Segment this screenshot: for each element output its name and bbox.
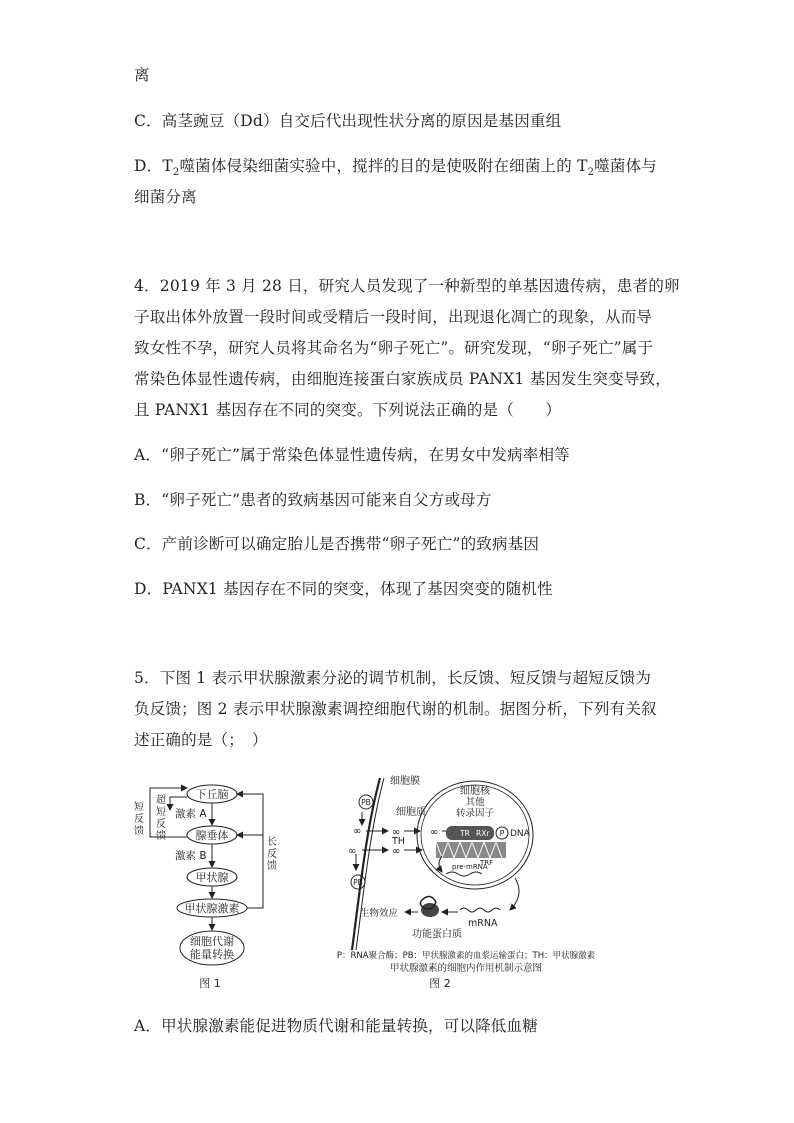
figure-2 [337,774,596,990]
q4-stem-line-2: 子取出体外放置一段时间或受精后一段时间，出现退化凋亡的现象，从而导 [134,308,653,326]
q4-stem-line-1: 4．2019 年 3 月 28 日，研究人员发现了一种新型的单基因遗传病，患者的卵 [134,277,680,295]
q3-line-continue: 离 [134,66,150,84]
figure-2-legend: P：RNA聚合酶；PB：甲状腺激素的血浆运输蛋白；TH：甲状腺激素 [336,951,596,961]
q4-option-d: D．PANX1 基因存在不同的突变，体现了基因突变的随机性 [134,580,553,598]
ultra-short-2: 短 [156,807,166,818]
tr-label: TR [460,829,470,838]
func-protein-label: 功能蛋白质 [412,929,462,940]
q4-stem-line-4: 常染色体显性遗传病，由细胞连接蛋白家族成员 PANX1 基因发生突变导致， [134,370,671,388]
hormone-a-label: 激素 A [175,808,207,820]
pb-label-bottom: PB [353,878,363,887]
other-tf-label-1: 其他 [465,797,485,808]
q5-stem-line-3: 述正确的是（； ） [134,731,268,749]
th-symbol-2: ∞ [392,827,401,838]
th-symbol-4: ∞ [392,846,401,857]
nucleus-label: 细胞核 [460,786,490,797]
ultra-short-3: 反 [156,819,166,830]
q4-stem-line-5: 且 PANX1 基因存在不同的突变。下列说法正确的是（ ） [134,401,562,419]
q5-stem-line-2: 负反馈；图 2 表示甲状腺激素调控细胞代谢的机制。据图分析，下列有关叙 [134,700,657,718]
node-metabolism-label-2: 能量转换 [190,948,234,961]
pre-mrna-strand [446,872,482,876]
trf-label: TRF [480,859,494,867]
short-3: 馈 [134,826,144,837]
node-thyroid-hormone-label: 甲状腺激素 [184,902,240,915]
figure-1-caption: 图 1 [199,977,221,990]
membrane-label: 细胞膜 [390,776,420,787]
q3-option-d-line2: 细菌分离 [134,188,197,206]
q5-option-a: A．甲状腺激素能促进物质代谢和能量转换，可以降低血糖 [134,1017,538,1035]
bio-effect-label: 生物效应 [360,908,399,919]
ultra-short-1: 超 [156,795,166,806]
mrna-label: mRNA [468,918,498,929]
q5-stem-line-1: 5．下图 1 表示甲状腺激素分泌的调节机制，长反馈、短反馈与超短反馈为 [134,669,652,687]
ribosome [421,903,439,917]
q4-stem-line-3: 致女性不孕，研究人员将其命名为“卵子死亡”。研究发现，“卵子死亡”属于 [134,339,654,357]
rxr-label: RXr [476,829,490,838]
hormone-b-label: 激素 B [175,850,207,862]
th-label: TH [392,836,405,847]
q4-option-b: B．“卵子死亡”患者的致病基因可能来自父方或母方 [134,491,492,509]
node-hypothalamus-label: 下丘脑 [195,788,229,801]
node-thyroid-label: 甲状腺 [195,871,229,884]
cytoplasm-label: 细胞质 [396,807,426,818]
th-symbol-3: ∞ [348,846,357,857]
pb-label-top: PB [361,798,371,807]
long-1: 长 [267,837,277,848]
pre-mrna-label: pre-mRNA [452,863,488,871]
q3-option-c: C．高茎豌豆（Dd）自交后代出现性状分离的原因是基因重组 [134,112,562,130]
q4-option-c: C．产前诊断可以确定胎儿是否携带“卵子死亡”的致病基因 [134,535,540,553]
q5-figures [130,770,670,1000]
long-2: 反 [267,849,277,860]
node-metabolism-label-1: 细胞代谢 [190,935,234,948]
figure-1 [134,785,277,990]
other-tf-label-2: 转录因子 [455,808,495,819]
ultra-short-4: 馈 [156,831,166,842]
th-in-nucleus: ∞ [430,827,439,838]
q5-figure-svg [130,770,670,1000]
figure-2-title: 甲状腺激素的细胞内作用机制示意图 [389,963,543,974]
q3-option-d: D．$T_2$噬菌体侵染细菌实验中，搅拌的目的是使吸附在细菌上的 $T_2$噬菌体与 [134,157,657,179]
mrna-strand [460,908,500,912]
figure-2-caption: 图 2 [429,977,451,990]
long-3: 馈 [267,861,277,872]
dna-label: DNA [510,829,530,839]
th-symbol-1: ∞ [353,826,362,837]
short-2: 反 [134,814,144,825]
short-1: 短 [134,802,144,813]
q4-option-a: A．“卵子死亡”属于常染色体显性遗传病，在男女中发病率相等 [134,446,570,464]
p-label: P [499,829,505,838]
node-pituitary-label: 腺垂体 [195,829,229,842]
